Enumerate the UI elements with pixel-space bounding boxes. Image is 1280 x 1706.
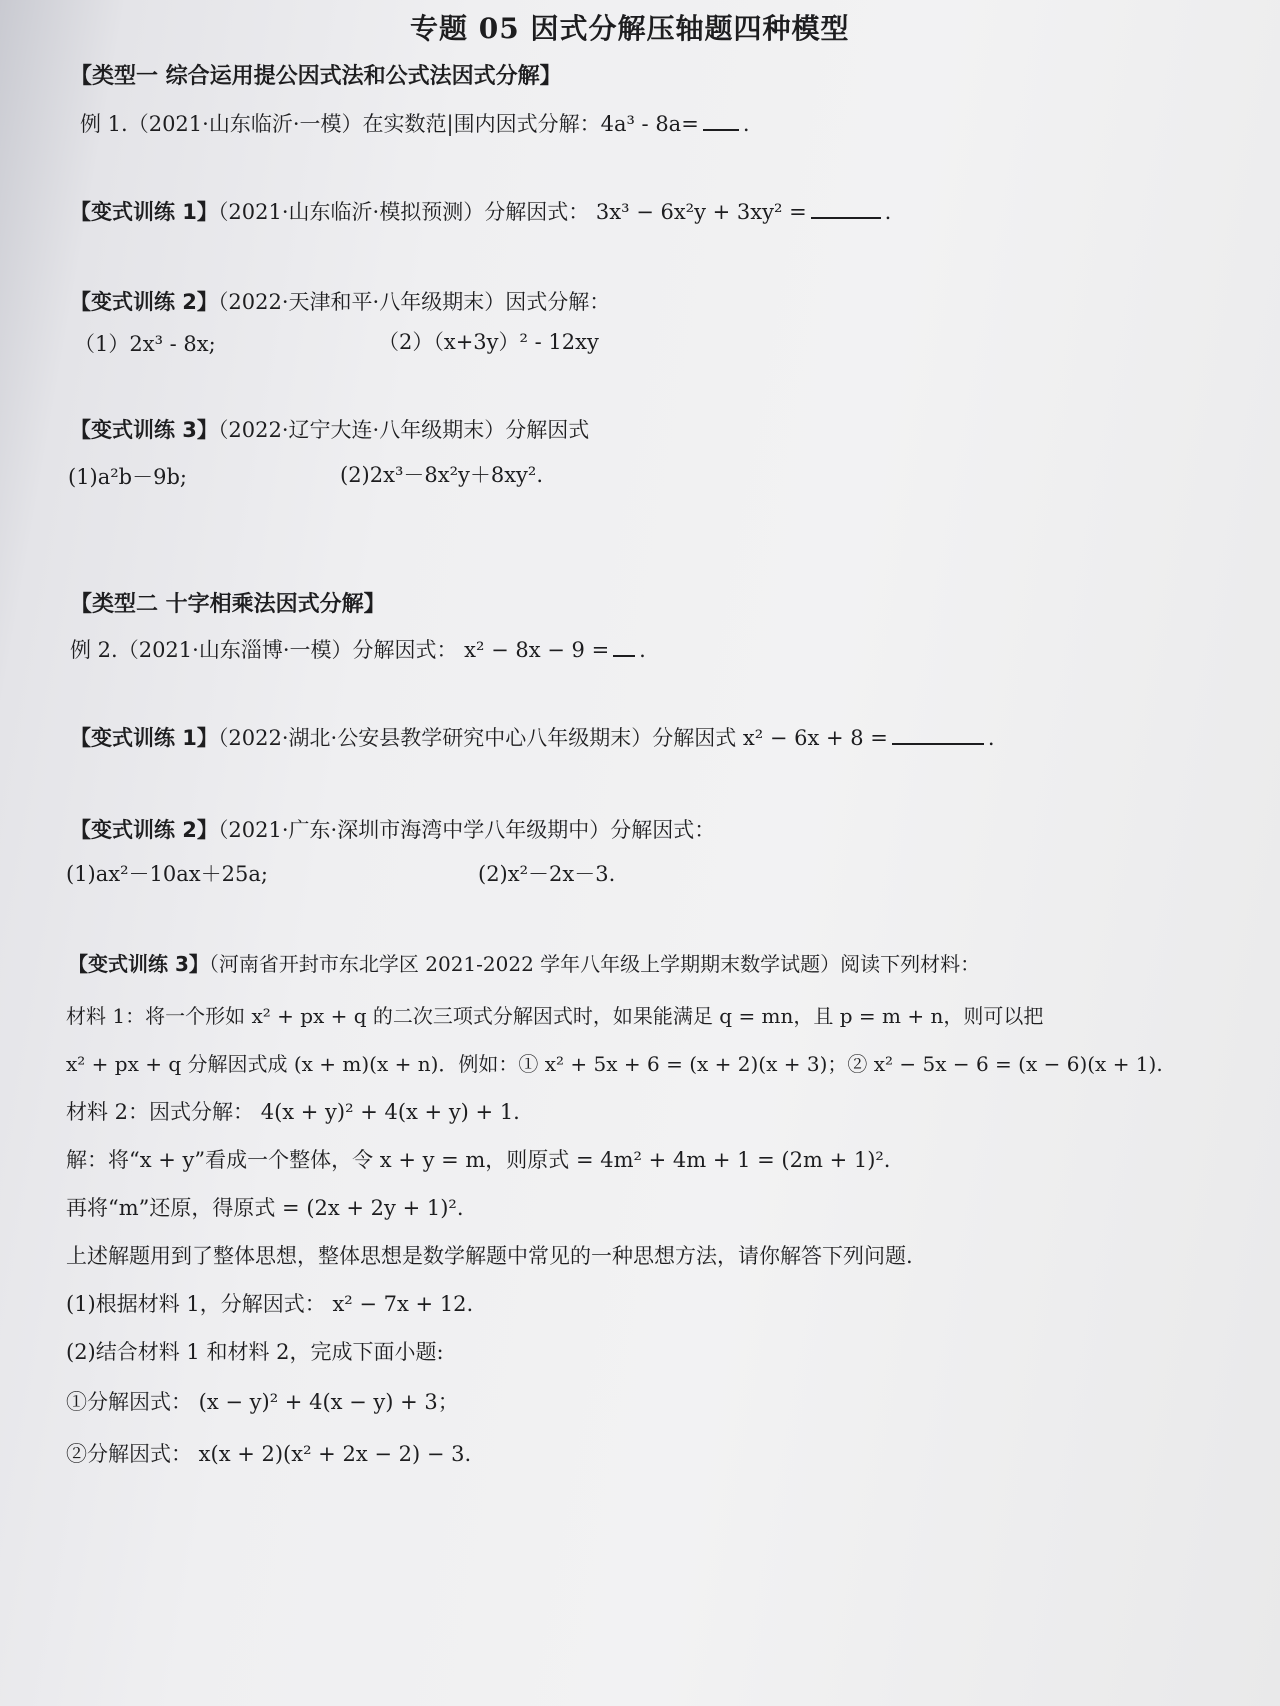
page-title: 专题 05 因式分解压轴题四种模型 (410, 12, 850, 45)
question-2: (2)结合材料 1 和材料 2，完成下面小题: (66, 1340, 444, 1364)
section-header-type1: 【类型一 综合运用提公因式法和公式法因式分解】 (70, 64, 562, 89)
type2-variant-2-part-1: (1)ax²－10ax＋25a; (66, 862, 268, 886)
example-1-text: 例 1.（2021·山东临沂·一模）在实数范|围内因式分解：4a³ - 8a= (80, 112, 699, 136)
variant-text: （2022·辽宁大连·八年级期末）分解因式 (217, 418, 590, 442)
type1-variant-2-part-2: （2）（x+3y）² - 12xy (378, 330, 599, 354)
solution-line-1: 解：将“x + y”看成一个整体，令 x + y = m，则原式 = 4m² + 4m + 1 = (2m + 1)². (66, 1148, 891, 1172)
summary-text: 上述解题用到了整体思想，整体思想是数学解题中常见的一种思想方法，请你解答下列问题. (66, 1244, 913, 1268)
variant-label: 【变式训练 1】 (70, 200, 218, 224)
type1-variant-3-part-2: (2)2x³－8x²y＋8xy². (340, 463, 544, 487)
question-2-part-1: ①分解因式： (x − y)² + 4(x − y) + 3； (66, 1390, 459, 1414)
type2-variant-2 (70, 818, 715, 843)
answer-blank (892, 742, 984, 745)
type2-variant-3 (68, 952, 980, 976)
variant-label: 【变式训练 3】 (68, 952, 209, 976)
type2-variant-2-part-2: (2)x²－2x－3. (478, 862, 616, 886)
section-header-type2: 【类型二 十字相乘法因式分解】 (70, 592, 386, 617)
example-2-text: 例 2.（2021·山东淄博·一模）分解因式： x² − 8x − 9 = (70, 638, 610, 662)
variant-text: （2022·湖北·公安县教学研究中心八年级期末）分解因式 x² − 6x + 8 = (217, 726, 888, 750)
variant-text: （2021·山东临沂·模拟预测）分解因式： 3x³ − 6x²y + 3xy² = (217, 200, 807, 224)
variant-label: 【变式训练 2】 (70, 290, 218, 314)
type1-variant-3 (70, 418, 589, 443)
example-2: 例 2.（2021·山东淄博·一模）分解因式： x² − 8x − 9 = . (70, 638, 646, 662)
type1-variant-3-part-1: (1)a²b－9b; (68, 465, 188, 489)
variant-label: 【变式训练 3】 (70, 418, 218, 442)
type2-variant-1: 【变式训练 1】（2022·湖北·公安县教学研究中心八年级期末）分解因式 x² − 6x + 8 = . (70, 726, 995, 750)
type1-variant-2-part-1: （1）2x³ - 8x; (74, 332, 216, 356)
answer-blank (811, 216, 881, 219)
variant-text: （河南省开封市东北学区 2021-2022 学年八年级上学期期末数学试题）阅读下列材料： (208, 952, 981, 976)
example-1: 例 1.（2021·山东临沂·一模）在实数范|围内因式分解：4a³ - 8a= . (80, 112, 750, 136)
material-2: 材料 2：因式分解： 4(x + y)² + 4(x + y) + 1. (66, 1100, 520, 1124)
answer-blank (613, 654, 635, 657)
type1-variant-1: 【变式训练 1】（2021·山东临沂·模拟预测）分解因式： 3x³ − 6x²y + 3xy² = . (70, 200, 892, 224)
variant-text: （2022·天津和平·八年级期末）因式分解： (217, 290, 611, 314)
variant-label: 【变式训练 2】 (70, 818, 218, 842)
answer-blank (703, 128, 739, 131)
type1-variant-2 (70, 290, 610, 315)
question-1: (1)根据材料 1，分解因式： x² − 7x + 12. (66, 1292, 474, 1316)
solution-line-2: 再将“m”还原，得原式 = (2x + 2y + 1)². (66, 1196, 464, 1220)
variant-label: 【变式训练 1】 (70, 726, 218, 750)
material-1-line-2: x² + px + q 分解因式成 (x + m)(x + n)．例如：① x² + 5x + 6 = (x + 2)(x + 3)；② x² − 5x − 6 = (x − 6)(x + 1). (66, 1052, 1163, 1076)
material-1-line-1: 材料 1：将一个形如 x² + px + q 的二次三项式分解因式时，如果能满足 q = mn，且 p = m + n，则可以把 (66, 1004, 1044, 1028)
question-2-part-2: ②分解因式： x(x + 2)(x² + 2x − 2) − 3. (66, 1442, 472, 1466)
variant-text: （2021·广东·深圳市海湾中学八年级期中）分解因式： (217, 818, 716, 842)
